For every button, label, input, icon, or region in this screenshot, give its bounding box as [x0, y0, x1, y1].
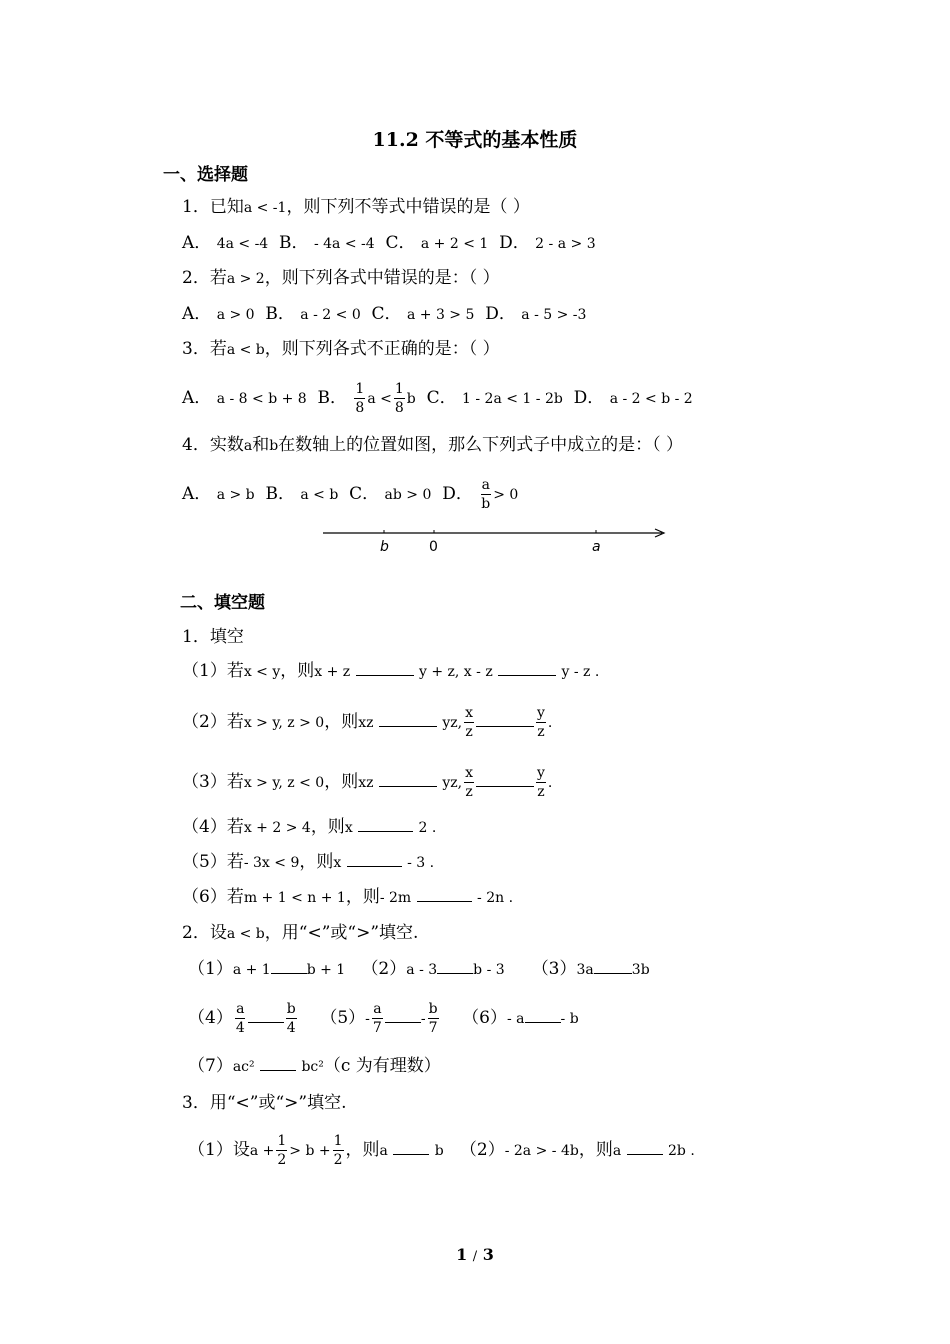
option-a: 4a < -4 [216, 236, 269, 252]
fraction-one-eighth: $\frac{1}{8}$ [394, 381, 404, 416]
q4-stem-tail: 在数轴上的位置如图，那么下列式子中成立的是：（ ） [278, 435, 684, 455]
answer-blank[interactable] [437, 959, 473, 974]
fill-2-heading: 2．设a < b，用“<”或“>”填空. [182, 923, 419, 943]
option-a-label: A． [182, 388, 212, 408]
page-title: 11.2 不等式的基本性质 [372, 129, 578, 151]
option-d: a - 5 > -3 [521, 307, 587, 323]
option-c-label: C． [385, 233, 416, 253]
q3-stem-tail: ，则下列各式不正确的是：（ ） [264, 339, 500, 359]
option-b-mid: a < [367, 391, 392, 407]
option-a: a - 8 < b + 8 [216, 391, 307, 407]
option-a: a > b [216, 487, 255, 503]
question-4: 4．实数a和b在数轴上的位置如图，那么下列式子中成立的是：（ ） [182, 435, 684, 455]
option-c: a + 3 > 5 [406, 307, 475, 323]
answer-blank[interactable] [358, 817, 413, 832]
answer-blank[interactable] [347, 852, 402, 867]
q3-stem: 3．若 [182, 339, 227, 359]
question-1 [182, 196, 530, 219]
option-d-label: D． [442, 484, 473, 504]
q1-condition: a < -1 [243, 200, 287, 216]
option-a-label: A． [182, 233, 212, 253]
section-heading-choice: 一、选择题 [163, 165, 248, 185]
option-b-label: B． [279, 233, 309, 253]
q2-condition: a > 2 [226, 271, 265, 287]
answer-blank[interactable] [525, 1008, 561, 1023]
answer-blank[interactable] [379, 712, 437, 727]
fill-3-row-1: （1）设a + $\frac{1}{2}$ > b + $\frac{1}{2}$ ，则a b （2）- 2a > - 4b，则a 2b . [188, 1133, 695, 1168]
section-heading-fill: 二、填空题 [180, 593, 265, 613]
axis-label-zero: 0 [429, 539, 438, 555]
answer-blank[interactable] [417, 887, 472, 902]
fill-1-item-2: （2）若x > y, z > 0，则xz yz, $\frac{x}{z}$ $\frac{y}{z}$ . [182, 705, 553, 740]
fraction-one-eighth: $\frac{1}{8}$ [355, 381, 365, 416]
option-d: 2 - a > 3 [535, 236, 596, 252]
answer-blank[interactable] [385, 1008, 421, 1023]
question-3 [182, 338, 500, 361]
option-a-label: A． [182, 304, 212, 324]
option-c-label: C． [426, 388, 457, 408]
fill-1-item-1: （1）若x < y，则x + z y + z, x - z y - z . [182, 661, 600, 681]
option-b-end: b [406, 391, 416, 407]
fill-2-row-2: （4） $\frac{a}{4}$ $\frac{b}{4}$ （5）- $\frac{a}{7}$ - $\frac{b}{7}$ （6）- a - b [188, 1001, 579, 1036]
option-d: a - 2 < b - 2 [609, 391, 693, 407]
option-c-label: C． [371, 304, 402, 324]
answer-blank[interactable] [356, 661, 414, 676]
option-d-label: D． [573, 388, 605, 408]
answer-blank[interactable] [594, 959, 632, 974]
fraction-a-over-b: $\frac{a}{b}$ [481, 477, 491, 512]
option-b-label: B． [265, 484, 295, 504]
option-b: - 4a < -4 [313, 236, 375, 252]
fill-1-heading: 1．填空 [182, 627, 244, 647]
q4-stem: 4．实数 [182, 435, 244, 455]
fill-1-item-3: （3）若x > y, z < 0，则xz yz, $\frac{x}{z}$ $\frac{y}{z}$ . [182, 765, 553, 800]
option-c-label: C． [349, 484, 380, 504]
option-d-label: D． [485, 304, 516, 324]
q1-stem: 1．已知 [182, 197, 244, 217]
fill-2-row-1: （1）a + 1 b + 1 （2）a - 3 b - 3 （3）3a 3b [188, 959, 650, 979]
page-number: 1 / 3 [456, 1245, 494, 1264]
fill-1-item-4: （4）若x + 2 > 4，则x 2 . [182, 817, 437, 837]
answer-blank[interactable] [476, 712, 534, 727]
answer-blank[interactable] [476, 772, 534, 787]
q2-stem: 2．若 [182, 268, 227, 288]
option-a-label: A． [182, 484, 212, 504]
q3-options [182, 378, 693, 419]
option-c: 1 - 2a < 1 - 2b [462, 391, 563, 407]
option-c: ab > 0 [384, 487, 432, 503]
option-d-label: D． [499, 233, 530, 253]
option-c: a + 2 < 1 [420, 236, 489, 252]
fill-2-row-3: （7）ac² bc²（c 为有理数） [188, 1056, 441, 1076]
answer-blank[interactable] [271, 959, 307, 974]
answer-blank[interactable] [393, 1140, 429, 1155]
answer-blank[interactable] [260, 1056, 296, 1071]
option-b: a < b [300, 487, 339, 503]
q4-options [182, 474, 518, 515]
option-b: a - 2 < 0 [300, 307, 361, 323]
answer-blank[interactable] [248, 1008, 284, 1023]
answer-blank[interactable] [379, 772, 437, 787]
answer-blank[interactable] [627, 1140, 663, 1155]
option-b-label: B． [317, 388, 348, 408]
option-d-tail: > 0 [493, 487, 519, 503]
number-line [318, 522, 674, 558]
fill-1-item-6: （6）若m + 1 < n + 1，则- 2m - 2n . [182, 887, 514, 907]
option-b-label: B． [265, 304, 295, 324]
fill-3-heading: 3．用“<”或“>”填空. [182, 1093, 347, 1113]
q2-options [182, 303, 586, 326]
q3-condition: a < b [226, 342, 265, 358]
q2-stem-tail: ，则下列各式中错误的是：（ ） [264, 268, 500, 288]
answer-blank[interactable] [498, 661, 556, 676]
axis-label-a: a [592, 539, 601, 555]
option-a: a > 0 [216, 307, 255, 323]
q1-options [182, 232, 596, 255]
axis-label-b: b [380, 539, 389, 555]
fill-1-item-5: （5）若- 3x < 9，则x - 3 . [182, 852, 435, 872]
question-2 [182, 267, 500, 290]
q1-stem-tail: ，则下列不等式中错误的是（ ） [286, 197, 530, 217]
